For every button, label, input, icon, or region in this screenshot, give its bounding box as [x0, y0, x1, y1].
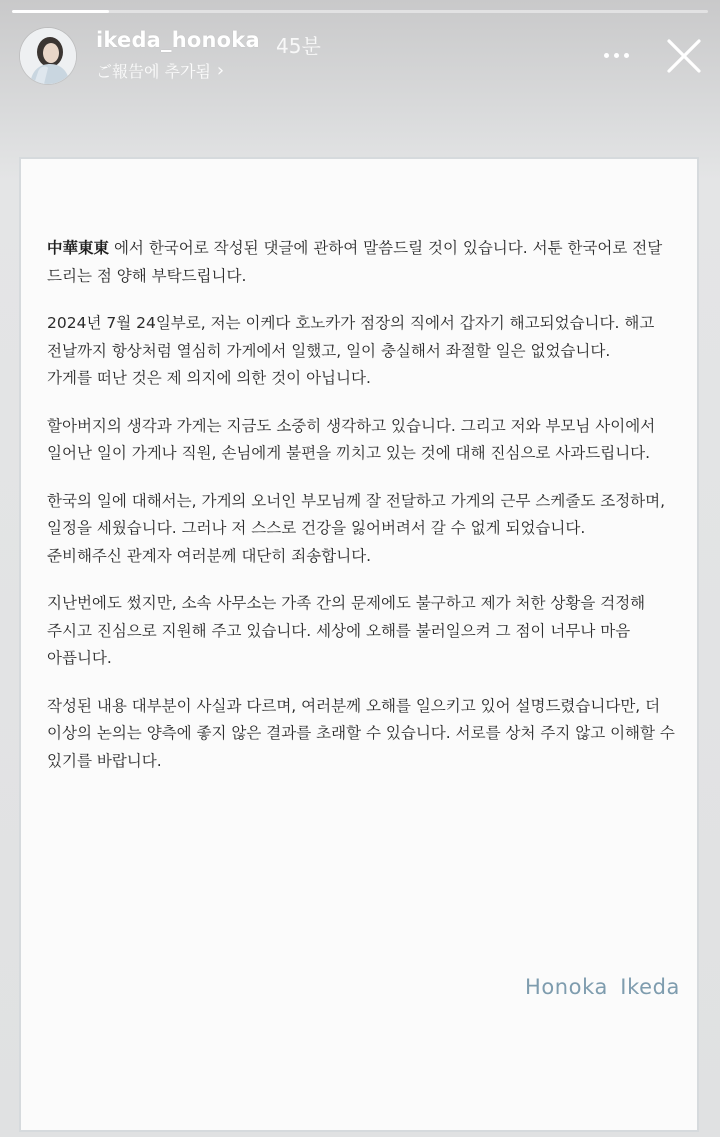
- highlight-label: ご報告에 추가됨: [96, 62, 211, 81]
- avatar[interactable]: [20, 28, 76, 84]
- paragraph-1-site-name: 中華東東: [47, 239, 110, 257]
- story-progress-bar: [12, 10, 708, 13]
- more-icon-dot: [614, 53, 619, 58]
- signature: Honoka Ikeda: [524, 975, 680, 999]
- paragraph-6: 작성된 내용 대부분이 사실과 다르며, 여러분께 오해를 일으키고 있어 설명드렸습니다만, 더 이상의 논의는 양측에 좋지 않은 결과를 초래할 수 있습니다. 서로를 상처 주지 않고 이해할 수 있기를 바랍니다.: [47, 696, 680, 770]
- more-icon-dot: [624, 53, 629, 58]
- paragraph-4: 한국의 일에 대해서는, 가게의 오너인 부모님께 잘 전달하고 가게의 근무 스케줄도 조정하며, 일정을 세웠습니다. 그러나 저 스스로 건강을 잃어버려서 갈 수 없게 되었습니다. 준비해주신 관계자 여러분께 대단히 죄송합니다.: [47, 491, 666, 565]
- paragraph-1-text: 에서 한국어로 작성된 댓글에 관하여 말씀드릴 것이 있습니다. 서툰 한국어로 전달 드리는 점 양해 부탁드립니다.: [47, 239, 668, 285]
- post-time: 45분: [276, 34, 321, 58]
- paragraph-1: [47, 235, 681, 290]
- paragraph-3: 할아버지의 생각과 가게는 지금도 소중히 생각하고 있습니다. 그리고 저와 부모님 사이에서 일어난 일이 가게나 직원, 손님에게 불편을 끼치고 있는 것에 대해 진심으로 사과드립니다.: [47, 416, 661, 462]
- chevron-right-icon: ›: [216, 60, 225, 81]
- username[interactable]: ikeda_honoka: [96, 28, 260, 52]
- story-header: [0, 20, 720, 100]
- highlight-link[interactable]: [96, 59, 224, 82]
- statement-document: [19, 157, 699, 1132]
- paragraph-2: 2024년 7월 24일부로, 저는 이케다 호노카가 점장의 직에서 갑자기 해고되었습니다. 해고 전날까지 항상처럼 열심히 가게에서 일했고, 일이 충실해서 좌절할 일은 없었습니다. 가게를 떠난 것은 제 의지에 의한 것이 아닙니다.: [47, 314, 655, 387]
- paragraph-5: 지난번에도 썼지만, 소속 사무소는 가족 간의 문제에도 불구하고 제가 처한 상황을 걱정해 주시고 진심으로 지원해 주고 있습니다. 세상에 오해를 불러일으켜 그 점이 너무나 마음 아픕니다.: [47, 594, 651, 667]
- more-button[interactable]: [594, 40, 638, 70]
- statement-body: [47, 235, 681, 795]
- profile-photo-icon: [20, 28, 76, 84]
- story-progress-fill: [12, 10, 109, 13]
- close-icon: [664, 36, 704, 76]
- more-icon-dot: [604, 53, 609, 58]
- close-button[interactable]: [664, 36, 704, 76]
